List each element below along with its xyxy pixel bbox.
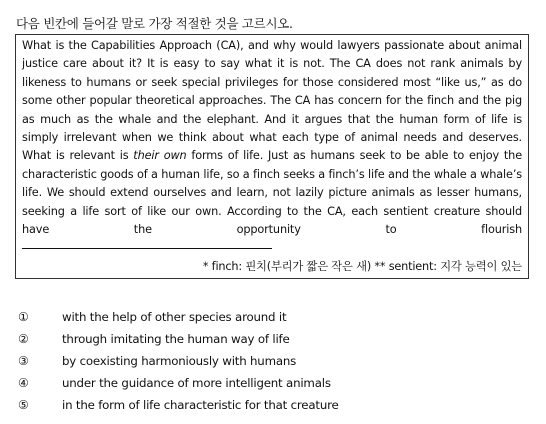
choice-3-number: ③ (18, 354, 29, 368)
passage-box (15, 34, 529, 279)
choice-4-number: ④ (18, 376, 29, 390)
choice-2-number: ② (18, 332, 29, 346)
choice-1[interactable] (18, 306, 339, 328)
passage-emphasis: their own (133, 149, 187, 163)
footnote: * finch: 핀치(부리가 짧은 작은 새) ** sentient: 지각 능력이 있는 (202, 260, 522, 273)
choice-4-text: under the guidance of more intelligent animals (62, 376, 331, 390)
choice-3[interactable] (18, 350, 339, 372)
question-prompt: 다음 빈칸에 들어갈 말로 가장 적절한 것을 고르시오. (16, 16, 293, 31)
choice-2-text: through imitating the human way of life (62, 332, 290, 346)
choice-3-text: by coexisting harmoniously with humans (62, 354, 297, 368)
choice-1-text: with the help of other species around it (62, 310, 287, 324)
choice-2[interactable] (18, 328, 339, 350)
choice-5[interactable] (18, 394, 339, 416)
passage-part-1: What is the Capabilities Approach (CA), and why would lawyers passionate about animal justice care about it? It is easy to say what it is not. The CA does not rank animals by likeness to humans or seek special privileges for those considered most “like us,” as do some other popular theoretical approaches. The CA has concern for the finch and the pig as much as the whale and the elephant. And it argues that the human form of life is simply irrelevant when we think about what each type of animal needs and deserves. What is relevant is (22, 39, 522, 163)
choice-5-number: ⑤ (18, 398, 29, 412)
choice-1-number: ① (18, 310, 29, 324)
choice-4[interactable] (18, 372, 339, 394)
passage-part-2: forms of life. Just as humans seek to be able to enjoy the characteristic goods of a human life, so a finch seeks a finch’s life and the whale a whale’s life. We should extend ourselves and learn, not lazily picture animals as lesser humans, seeking a life sort of like our own. According to the CA, each sentient creature should have the opportunity to flourish (22, 149, 522, 237)
passage-text (22, 37, 522, 249)
answer-choices (18, 306, 339, 416)
passage-blank (22, 239, 272, 249)
choice-5-text: in the form of life characteristic for that creature (62, 398, 339, 412)
